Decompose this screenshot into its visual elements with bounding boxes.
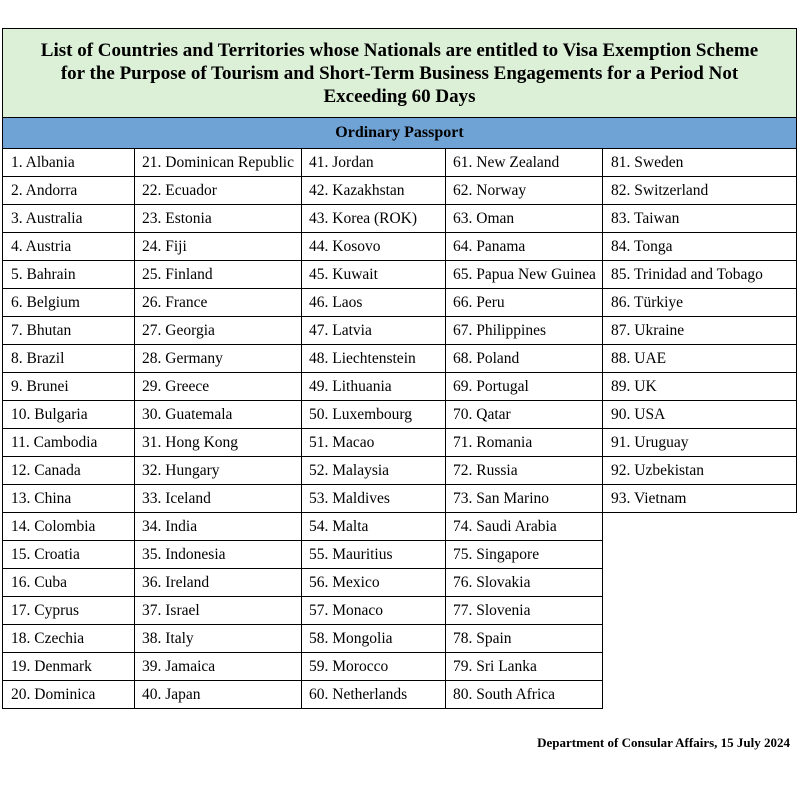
country-cell: 24. Fiji [134, 233, 302, 261]
country-cell: 64. Panama [445, 233, 603, 261]
country-cell: 50. Luxembourg [301, 401, 446, 429]
country-column-5 [602, 149, 797, 513]
country-cell: 51. Macao [301, 429, 446, 457]
country-cell: 6. Belgium [2, 289, 135, 317]
title-line-2: for the Purpose of Tourism and Short-Term Business Engagements for a Period Not [60, 62, 739, 84]
country-cell: 38. Italy [134, 625, 302, 653]
title-line-3: Exceeding 60 Days [323, 85, 476, 107]
country-cell: 28. Germany [134, 345, 302, 373]
country-cell: 78. Spain [445, 625, 603, 653]
country-cell: 2. Andorra [2, 177, 135, 205]
country-cell: 70. Qatar [445, 401, 603, 429]
country-cell: 41. Jordan [301, 149, 446, 177]
country-cell: 27. Georgia [134, 317, 302, 345]
country-cell: 87. Ukraine [602, 317, 797, 345]
country-cell: 58. Mongolia [301, 625, 446, 653]
country-cell: 8. Brazil [2, 345, 135, 373]
country-cell: 21. Dominican Republic [134, 149, 302, 177]
country-cell: 15. Croatia [2, 541, 135, 569]
country-cell: 81. Sweden [602, 149, 797, 177]
country-cell: 69. Portugal [445, 373, 603, 401]
country-cell: 85. Trinidad and Tobago [602, 261, 797, 289]
country-cell: 68. Poland [445, 345, 603, 373]
document-title [2, 28, 797, 118]
country-cell: 76. Slovakia [445, 569, 603, 597]
country-cell: 49. Lithuania [301, 373, 446, 401]
country-cell: 11. Cambodia [2, 429, 135, 457]
country-cell: 30. Guatemala [134, 401, 302, 429]
country-cell: 22. Ecuador [134, 177, 302, 205]
country-cell: 90. USA [602, 401, 797, 429]
country-cell: 52. Malaysia [301, 457, 446, 485]
country-cell: 42. Kazakhstan [301, 177, 446, 205]
country-cell: 37. Israel [134, 597, 302, 625]
country-cell: 65. Papua New Guinea [445, 261, 603, 289]
country-cell: 61. New Zealand [445, 149, 603, 177]
country-cell: 56. Mexico [301, 569, 446, 597]
country-cell: 71. Romania [445, 429, 603, 457]
country-cell: 46. Laos [301, 289, 446, 317]
title-line-1: List of Countries and Territories whose Nationals are entitled to Visa Exemption Scheme [40, 39, 759, 61]
country-cell: 1. Albania [2, 149, 135, 177]
country-cell: 5. Bahrain [2, 261, 135, 289]
country-cell: 73. San Marino [445, 485, 603, 513]
country-cell: 82. Switzerland [602, 177, 797, 205]
passport-type-band: Ordinary Passport [2, 118, 797, 149]
country-cell: 12. Canada [2, 457, 135, 485]
country-cell: 93. Vietnam [602, 485, 797, 513]
country-cell: 35. Indonesia [134, 541, 302, 569]
country-cell: 26. France [134, 289, 302, 317]
country-cell: 34. India [134, 513, 302, 541]
country-cell: 89. UK [602, 373, 797, 401]
country-cell: 9. Brunei [2, 373, 135, 401]
country-cell: 23. Estonia [134, 205, 302, 233]
country-column-2 [134, 149, 302, 709]
country-cell: 53. Maldives [301, 485, 446, 513]
country-cell: 60. Netherlands [301, 681, 446, 709]
country-cell: 40. Japan [134, 681, 302, 709]
country-cell: 66. Peru [445, 289, 603, 317]
country-cell: 74. Saudi Arabia [445, 513, 603, 541]
country-cell: 62. Norway [445, 177, 603, 205]
country-cell: 88. UAE [602, 345, 797, 373]
country-cell: 54. Malta [301, 513, 446, 541]
country-cell: 20. Dominica [2, 681, 135, 709]
country-cell: 25. Finland [134, 261, 302, 289]
country-column-1 [2, 149, 135, 709]
country-cell: 84. Tonga [602, 233, 797, 261]
footer-note: Department of Consular Affairs, 15 July 2024 [537, 735, 790, 750]
country-cell: 33. Iceland [134, 485, 302, 513]
country-cell: 13. China [2, 485, 135, 513]
country-cell: 17. Cyprus [2, 597, 135, 625]
country-cell: 59. Morocco [301, 653, 446, 681]
country-cell: 79. Sri Lanka [445, 653, 603, 681]
country-cell: 14. Colombia [2, 513, 135, 541]
country-cell: 7. Bhutan [2, 317, 135, 345]
country-cell: 57. Monaco [301, 597, 446, 625]
country-cell: 44. Kosovo [301, 233, 446, 261]
country-cell: 91. Uruguay [602, 429, 797, 457]
country-cell: 36. Ireland [134, 569, 302, 597]
country-cell: 72. Russia [445, 457, 603, 485]
country-cell: 29. Greece [134, 373, 302, 401]
country-cell: 75. Singapore [445, 541, 603, 569]
country-cell: 77. Slovenia [445, 597, 603, 625]
country-cell: 80. South Africa [445, 681, 603, 709]
country-column-4 [445, 149, 603, 709]
country-column-3 [301, 149, 446, 709]
country-cell: 92. Uzbekistan [602, 457, 797, 485]
country-cell: 43. Korea (ROK) [301, 205, 446, 233]
country-cell: 3. Australia [2, 205, 135, 233]
country-cell: 63. Oman [445, 205, 603, 233]
country-cell: 31. Hong Kong [134, 429, 302, 457]
country-cell: 83. Taiwan [602, 205, 797, 233]
country-cell: 18. Czechia [2, 625, 135, 653]
country-cell: 4. Austria [2, 233, 135, 261]
country-cell: 55. Mauritius [301, 541, 446, 569]
country-cell: 86. Türkiye [602, 289, 797, 317]
country-cell: 16. Cuba [2, 569, 135, 597]
country-cell: 48. Liechtenstein [301, 345, 446, 373]
country-cell: 39. Jamaica [134, 653, 302, 681]
country-cell: 67. Philippines [445, 317, 603, 345]
country-cell: 47. Latvia [301, 317, 446, 345]
country-cell: 10. Bulgaria [2, 401, 135, 429]
country-cell: 19. Denmark [2, 653, 135, 681]
country-cell: 32. Hungary [134, 457, 302, 485]
country-cell: 45. Kuwait [301, 261, 446, 289]
